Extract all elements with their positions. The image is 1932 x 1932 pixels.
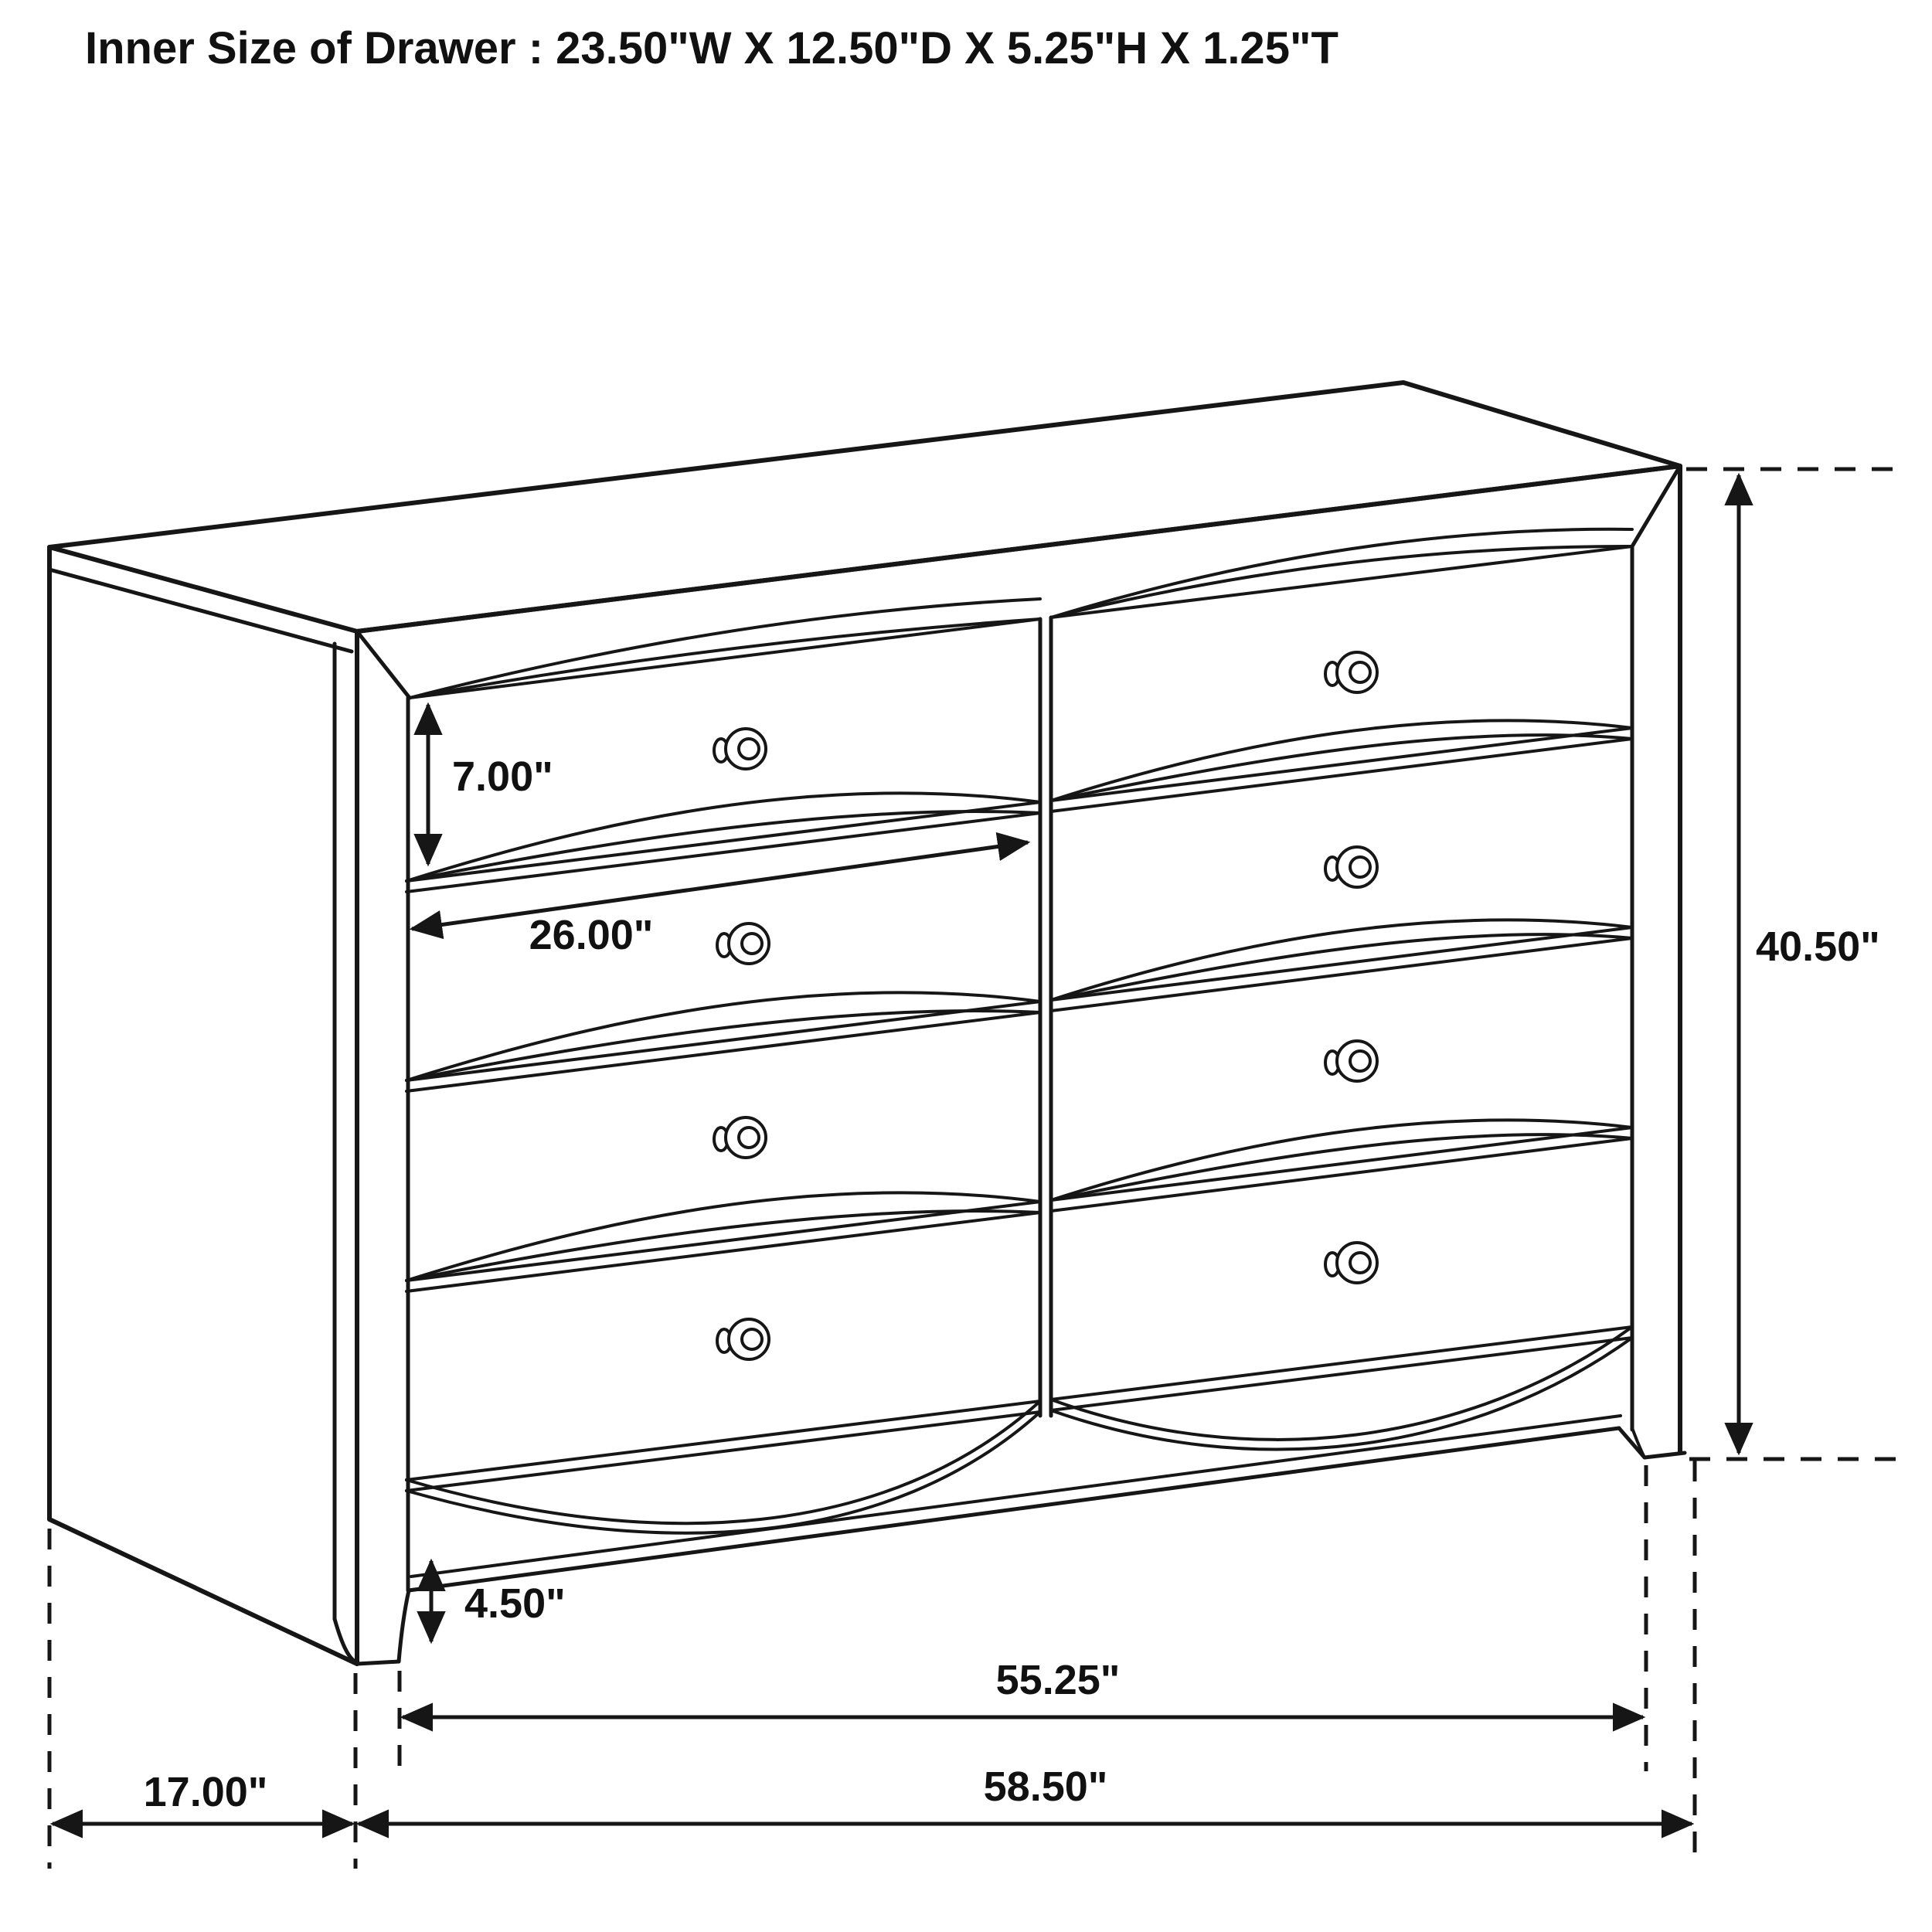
left-foot xyxy=(357,1590,409,1664)
knob xyxy=(714,729,766,769)
side-depth-label: 17.00" xyxy=(143,1769,268,1815)
knob xyxy=(1325,1041,1377,1081)
front-width-label: 55.25" xyxy=(995,1657,1121,1703)
drawer-width-label: 26.00" xyxy=(529,912,654,958)
dresser-body xyxy=(49,383,1685,1664)
top-edge-thickness xyxy=(49,547,352,651)
knob xyxy=(714,1117,766,1158)
dimension-side-depth xyxy=(53,1769,352,1824)
page-title: Inner Size of Drawer : 23.50"W X 12.50"D X 5.25"H X 1.25"T xyxy=(85,23,1338,73)
extension-lines xyxy=(49,1461,1695,1869)
center-divider xyxy=(1040,617,1051,1416)
dimension-overall-height xyxy=(1686,469,1905,1459)
knob xyxy=(717,1319,769,1359)
front-frame xyxy=(357,466,1680,1590)
foot-height-label: 4.50" xyxy=(464,1580,566,1627)
side-panel xyxy=(49,547,358,1664)
drawer-height-label: 7.00" xyxy=(452,753,553,800)
overall-height-label: 40.50" xyxy=(1756,923,1880,970)
knob xyxy=(717,923,769,964)
dimension-overall-width xyxy=(359,1764,1692,1824)
knob xyxy=(1325,847,1377,887)
dimension-front-width xyxy=(403,1657,1643,1717)
top-face xyxy=(49,383,1680,631)
knob xyxy=(1325,1243,1377,1283)
knob xyxy=(1325,652,1377,692)
top-rail-sculpt xyxy=(410,529,1632,698)
right-foot xyxy=(1619,1428,1685,1458)
overall-width-label: 58.50" xyxy=(983,1764,1108,1810)
base-rail xyxy=(406,1327,1632,1590)
dimension-drawer-height xyxy=(428,705,553,864)
